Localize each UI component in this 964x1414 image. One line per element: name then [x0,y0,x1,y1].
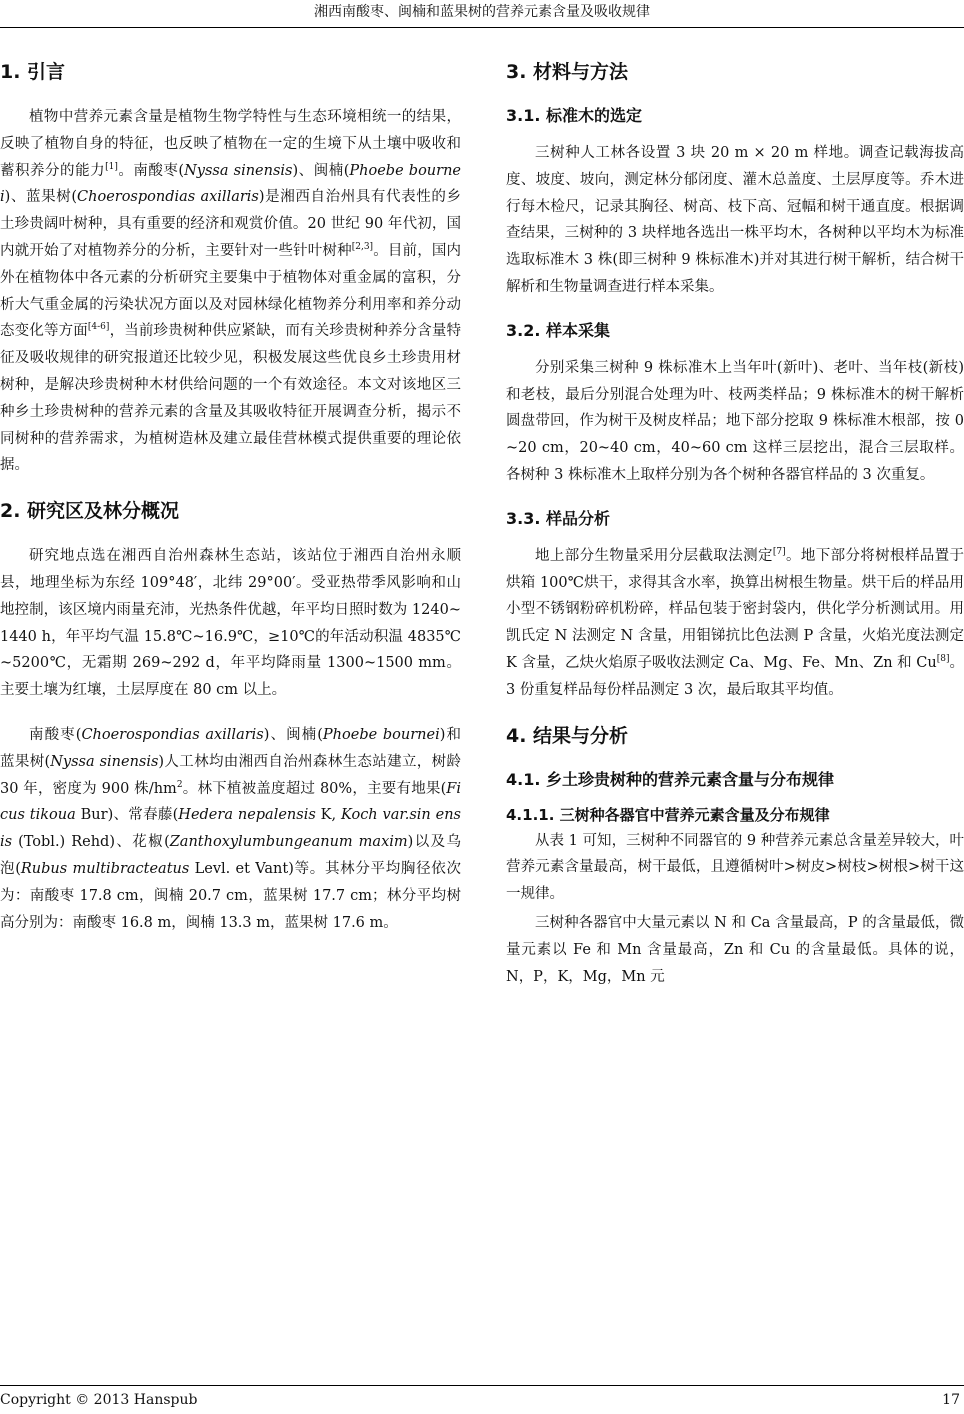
section-3-3-title: 3.3. 样品分析 [506,508,610,528]
section-3-1-title: 3.1. 标准木的选定 [506,106,642,125]
header-rule [0,27,964,28]
copyright-notice: Copyright © 2013 Hanspub [0,1392,198,1408]
footer-rule [0,1385,964,1386]
section-4-1-1-paragraph-2: 三树种各器官中大量元素以 N 和 Ca 含量最高，P 的含量最低，微量元素以 Fe 和 Mn 含量最高，Zn 和 Cu 的含量最低。具体的说，N，P，K，Mg，Mn 元 [506,914,964,985]
section-1-title: 1. 引言 [0,61,66,83]
section-3-3-paragraph: 地上部分生物量采用分层截取法测定[7]。地下部分将树根样品置于烘箱 100℃烘干，求得其含水率，换算出树根生物量。烘干后的样品用小型不锈钢粉碎机粉碎，样品包装于密封袋内，供化学分析测试用。用凯氏定 N 法测定 N 含量，用钼锑抗比色法测 P 含量，火焰光度法测定 K 含量，乙炔火焰原子吸收法测定 Ca、Mg、Fe、Mn、Zn 和 Cu[8]。3 份重复样品每份样品测定 3 次，最后取其平均值。 [506,546,964,698]
right-column [506,58,964,1008]
running-head: 湘西南酸枣、闽楠和蓝果树的营养元素含量及吸收规律 [314,4,650,20]
section-2-paragraph-1: 研究地点选在湘西自治州森林生态站，该站位于湘西自治州永顺县，地理坐标为东经 109°48′，北纬 29°00′。受亚热带季风影响和山地控制，该区境内雨量充沛，光热条件优越，年平均日照时数为 1240~1440 h，年平均气温 15.8℃~16.9℃，≥10℃的年活动积温 4835℃~5200℃，无霜期 269~292 d，年平均降雨量 1300~1500 mm。主要土壤为红壤，土层厚度在 80 cm 以上。 [0,548,461,699]
section-3-2-paragraph: 分别采集三树种 9 株标准木上当年叶(新叶)、老叶、当年枝(新枝)和老枝，最后分别混合处理为叶、枝两类样品；9 株标准木的树干解析圆盘带回，作为树干及树皮样品；地下部分挖取 9 株标准木根部，按 0~20 cm，20~40 cm，40~60 cm 这样三层挖出，混合三层取样。各树种 3 株标准木上取样分别为各个树种各器官样品的 3 次重复。 [506,359,964,483]
section-4-1-1-paragraph-1: 从表 1 可知，三树种不同器官的 9 种营养元素总含量差异较大，叶营养元素含量最高，树干最低，且遵循树叶>树皮>树枝>树根>树干这一规律。 [506,832,964,903]
left-column [0,58,461,954]
section-3-2-title: 3.2. 样本采集 [506,320,610,340]
section-3-title: 3. 材料与方法 [506,61,629,83]
section-4-1-1-title: 4.1.1. 三树种各器官中营养元素含量及分布规律 [506,805,830,824]
section-3-1-paragraph: 三树种人工林各设置 3 块 20 m × 20 m 样地。调查记载海拔高度、坡度、坡向，测定林分郁闭度、灌木总盖度、土层厚度等。乔木进行每木检尺，记录其胸径、树高、枝下高、冠幅和树干通直度。根据调查结果，三树种的 3 块样地各选出一株平均木，各树种以平均木为标准选取标准木 3 株(即三树种 9 株标准木)并对其进行树干解析，结合树干解析和生物量调查进行样本采集。 [506,145,964,295]
section-1-paragraph-1: 植物中营养元素含量是植物生物学特性与生态环境相统一的结果，反映了植物自身的特征，也反映了植物在一定的生境下从土壤中吸收和蓄积养分的能力[1]。南酸枣(Nyssa sinensis)、闽楠(Phoebe bournei)、蓝果树(Choerospondias axillaris)是湘西自治州具有代表性的乡土珍贵阔叶树种，具有重要的经济和观赏价值。20 世纪 90 年代初，国内就开始了对植物养分的分析，主要针对一些针叶树种[2,3]。目前，国内外在植物体中各元素的分析研究主要集中于植物体对重金属的富积，分析大气重金属的污染状况方面以及对园林绿化植物养分利用率和养分动态变化等方面[4-6]，当前珍贵树种供应紧缺，而有关珍贵树种养分含量特征及吸收规律的研究报道还比较少见，积极发展这些优良乡土珍贵用材树种，是解决珍贵树种木材供给问题的一个有效途径。本文对该地区三种乡土珍贵树种的营养元素的含量及其吸收特征开展调查分析，揭示不同树种的营养需求，为植树造林及建立最佳营林模式提供重要的理论依据。 [0,109,462,474]
page-number: 17 [942,1392,960,1408]
section-4-title: 4. 结果与分析 [506,724,629,747]
section-2-title: 2. 研究区及林分概况 [0,500,180,523]
section-4-1-title: 4.1. 乡土珍贵树种的营养元素含量与分布规律 [506,769,834,789]
section-2-paragraph-2: 南酸枣(Choerospondias axillaris)、闽楠(Phoebe bournei)和蓝果树(Nyssa sinensis)人工林均由湘西自治州森林生态站建立，树龄 30 年，密度为 900 株$/hm^2$。林下植被盖度超过 80%，主要有地果(Ficus tikoua Bur)、常春藤(Hedera nepalensis K, Koch var.sin ensis (Tobl.) Rehd)、花椒(Zanthoxylumbungeanum maxim)以及乌泡(Rubus multibracteatus Levl. et Vant)等。其林分平均胸径依次为：南酸枣 17.8 cm，闽楠 20.7 cm，蓝果树 17.7 cm；林分平均树高分别为：南酸枣 16.8 m，闽楠 13.3 m，蓝果树 17.6 m。 [0,726,461,931]
